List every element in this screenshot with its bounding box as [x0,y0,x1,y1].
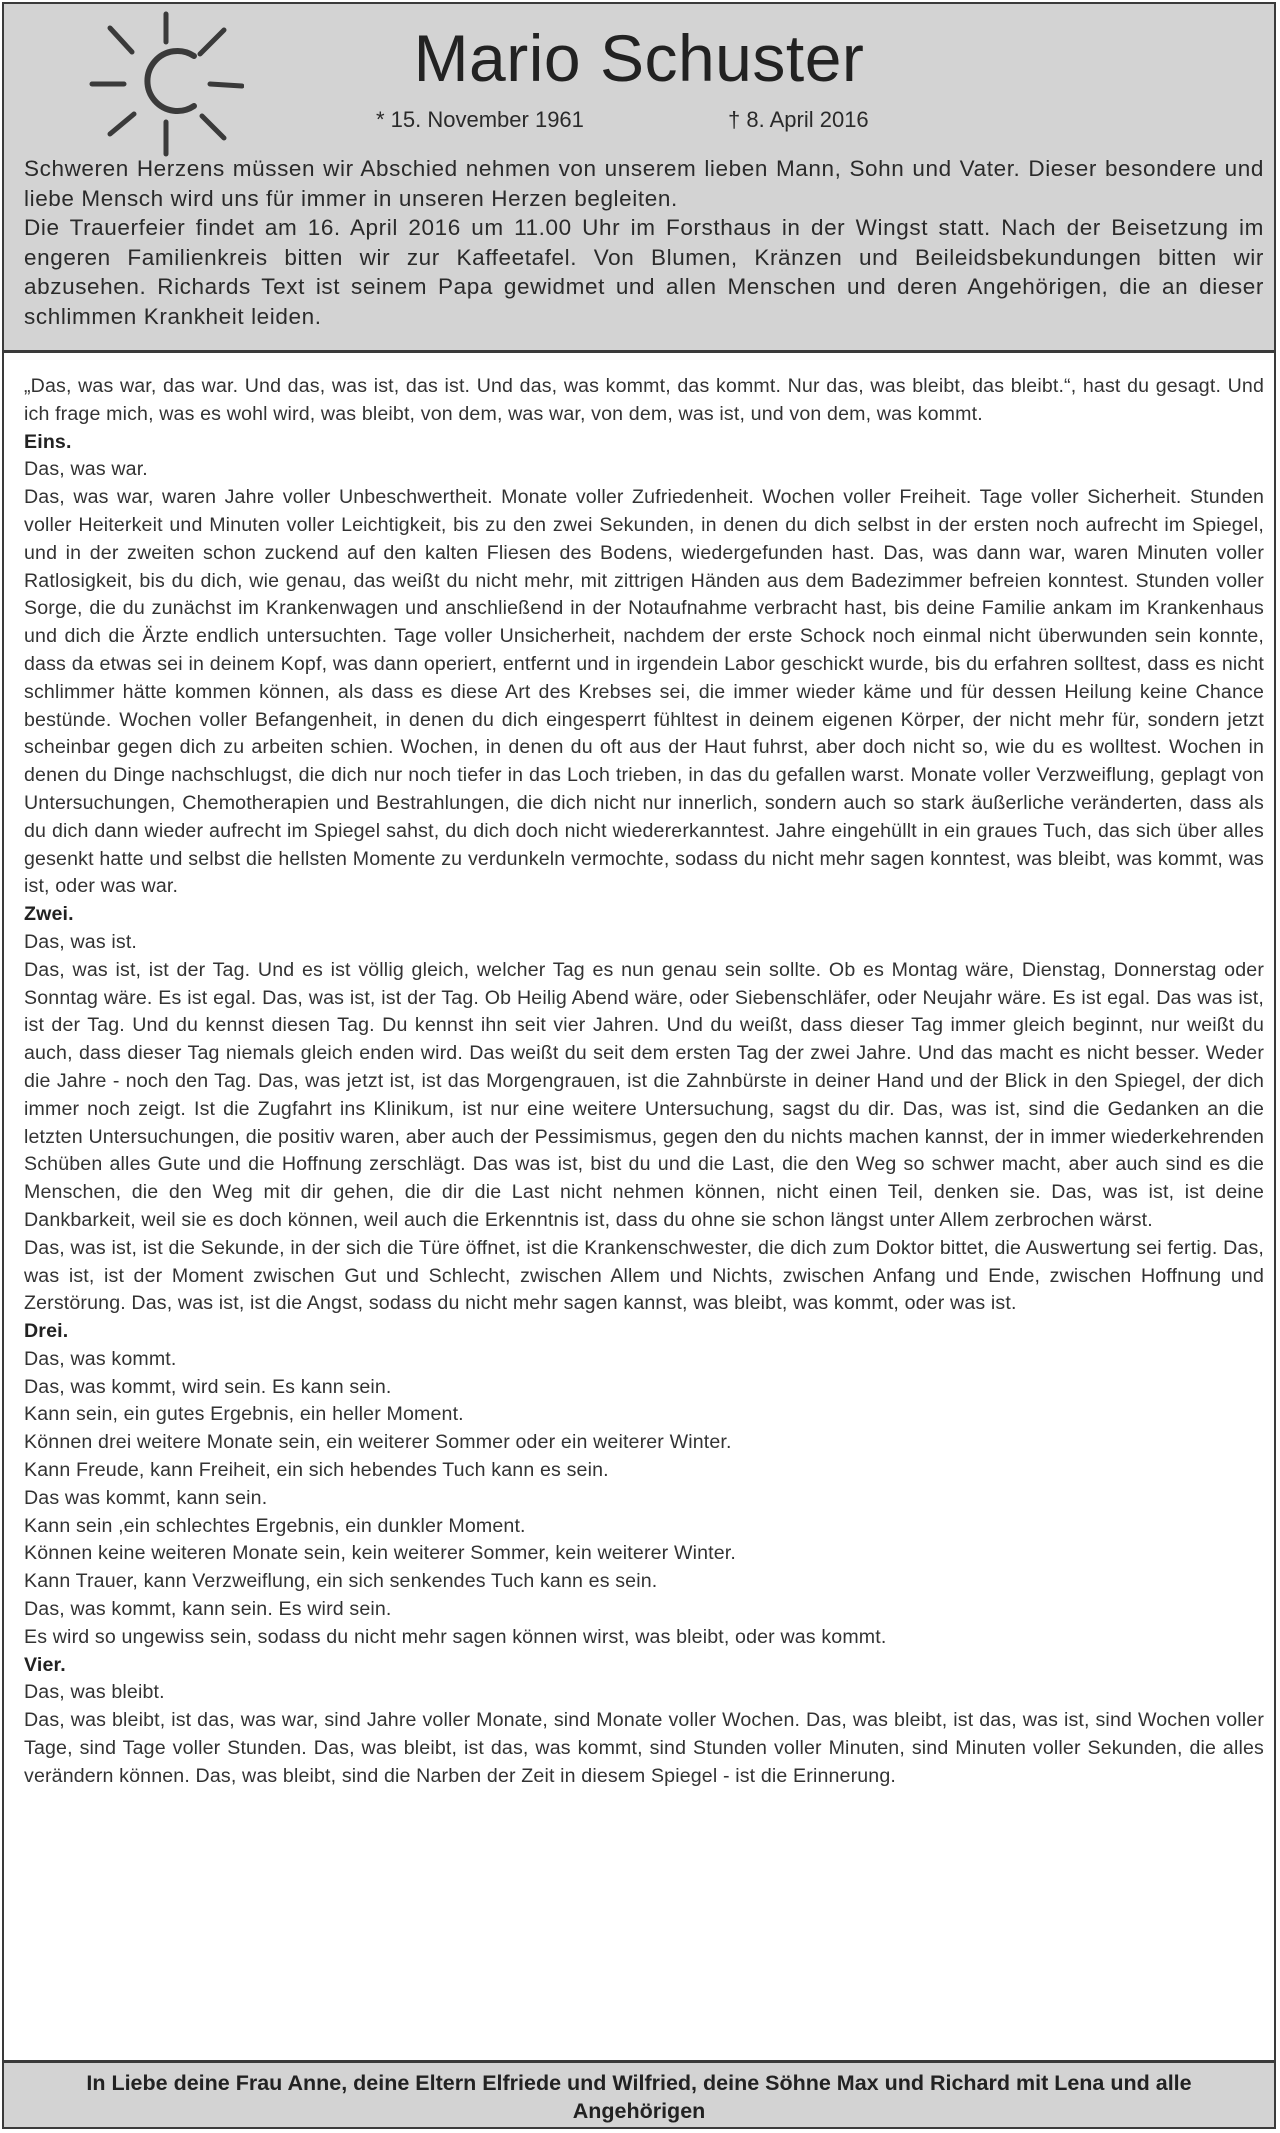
section-subtitle: Das, was war. [24,458,148,481]
family-signature: In Liebe deine Frau Anne, deine Eltern Elfriede und Wilfried, deine Söhne Max und Richard mit Lena und alle Angehörigen [4,2060,1274,2127]
poem-line: Das, was kommt, wird sein. Es kann sein. [24,1375,392,1398]
poem-line: Kann Freude, kann Freiheit, ein sich hebendes Tuch kann es sein. [24,1459,609,1482]
obituary-notice [2,2,1276,2129]
poem-line: Das, was kommt. [24,1347,177,1370]
section-heading: Zwei. [24,903,74,926]
birth-date: * 15. November 1961 [376,107,584,132]
poem-line: Es wird so ungewiss sein, sodass du nicht mehr sagen können wirst, was bleibt, oder was kommt. [24,1625,887,1648]
announcement-text [24,154,1264,331]
death-date: † 8. April 2016 [728,107,869,132]
section-paragraph: Das, was war, waren Jahre voller Unbeschwertheit. Monate voller Zufriedenheit. Wochen voller Freiheit. Tage voller Sicherheit. Stunden voller Heiterkeit und Minuten voller Leichtigkeit, bis zu den zwei Sekunden, in denen du dich selbst in der ersten noch aufrecht im Spiegel, und in der zweiten schon zuckend auf den kalten Fliesen des Bodens, wiedergefunden hast. Das, was dann war, waren Minuten voller Ratlosigkeit, bis du dich, wie genau, das weißt du nicht mehr, mit zittrigen Händen aus dem Badezimmer befreien konntest. Stunden voller Sorge, die du zunächst im Krankenwagen und anschließend in der Notaufnahme verbracht hast, bis deine Familie ankam im Krankenhaus und dich die Ärzte endlich untersuchten. Tage voller Unsicherheit, nachdem der erste Schock noch einmal nicht überwunden sein konnte, dass da etwas sei in deinem Kopf, was dann operiert, entfernt und in irgendein Labor geschickt wurde, bis du erfahren solltest, dass es nicht schlimmer hätte kommen können, als dass es diese Art des Krebses sei, die immer wieder käme und für dessen Heilung keine Chance bestünde. Wochen voller Befangenheit, in denen du dich eingesperrt fühltest in deinem eigenen Körper, der nicht mehr für, sondern jetzt scheinbar gegen dich zu arbeiten schien. Wochen, in denen du oft aus der Haut fuhrst, aber doch nicht so, wie du es wolltest. Wochen in denen du Dinge nachschlugst, die dich nur noch tiefer in das Loch trieben, in das du gefallen warst. Monate voller Verzweiflung, geplagt von Untersuchungen, Chemotherapien und Bestrahlungen, die dich nicht nur innerlich, sondern auch so stark äußerliche veränderten, dass als du dich dann wieder aufrecht im Spiegel sahst, du dich doch nicht wiedererkanntest. Jahre eingehüllt in ein graues Tuch, das sich über alles gesenkt hatte und selbst die hellsten Momente zu verdunkeln vermochte, sodass du nicht mehr sagen konntest, was bleibt, was kommt, was ist, oder was war. [24,486,1264,898]
section-heading: Drei. [24,1320,69,1343]
poem-line: Kann sein ,ein schlechtes Ergebnis, ein dunkler Moment. [24,1514,526,1537]
section-heading: Eins. [24,430,72,453]
life-dates [4,107,1274,137]
section-subtitle: Das, was bleibt. [24,1681,165,1704]
section-subtitle: Das, was ist. [24,930,138,953]
section-paragraph: Das, was bleibt, ist das, was war, sind Jahre voller Monate, sind Monate voller Wochen. Das, was bleibt, ist das, was ist, sind Wochen voller Tage, sind Tage voller Stunden. Das, was bleibt, ist das, was kommt, sind Stunden voller Minuten, sind Minuten voller Sekunden, die alles verändern können. Das, was bleibt, sind die Narben der Zeit in diesem Spiegel - ist die Erinnerung. [24,1709,1264,1787]
poem-line: Kann sein, ein gutes Ergebnis, ein heller Moment. [24,1403,464,1426]
section-heading: Vier. [24,1653,66,1676]
section-paragraph: Das, was ist, ist der Tag. Und es ist völlig gleich, welcher Tag es nun genau sein sollte. Ob es Montag wäre, Dienstag, Donnerstag oder Sonntag wäre. Es ist egal. Das, was ist, ist der Tag. Ob Heilig Abend wäre, oder Siebenschläfer, oder Neujahr wäre. Es ist egal. Das was ist, ist der Tag. Und du kennst diesen Tag. Du kennst ihn seit vier Jahren. Und du weißt, dass dieser Tag immer gleich beginnt, nur weißt du auch, dass dieser Tag niemals gleich enden wird. Das weißt du seit dem ersten Tag der zwei Jahre. Und das macht es nicht besser. Weder die Jahre - noch den Tag. Das, was jetzt ist, ist das Morgengrauen, ist die Zahnbürste in deiner Hand und der Blick in den Spiegel, der dich immer noch zeigt. Ist die Zugfahrt ins Klinikum, ist nur eine weitere Untersuchung, sagst du dir. Das, was ist, sind die Gedanken an die letzten Untersuchungen, die positiv waren, aber auch der Pessimismus, gegen den du nichts machen kannst, der in immer wiederkehrenden Schüben alles Gute und die Hoffnung zerschlägt. Das was ist, bist du und die Last, die den Weg so schwer macht, aber auch sind es die Menschen, die den Weg mit dir gehen, die dir die Last nicht nehmen können, nicht einen Teil, denken sie. Das, was ist, ist deine Dankbarkeit, weil sie es doch können, weil auch die Erkenntnis ist, dass du ohne sie schon längst unter Allem zerbrochen wärst. [24,958,1264,1231]
poem-line: Das, was kommt, kann sein. Es wird sein. [24,1598,392,1621]
notice-header [4,4,1274,353]
poem-line: Können drei weitere Monate sein, ein weiterer Sommer oder ein weiterer Winter. [24,1431,732,1454]
announcement-paragraph: Die Trauerfeier findet am 16. April 2016 um 11.00 Uhr im Forsthaus in der Wingst statt. Nach der Beisetzung im engeren Familienkreis bitten wir zur Kaffeetafel. Von Blumen, Kränzen und Beileidsbekundungen bitten wir abzusehen. Richards Text ist seinem Papa gewidmet und allen Menschen und deren Angehörigen, die an dieser schlimmen Krankheit leiden. [24,215,1264,329]
opening-quote: „Das, was war, das war. Und das, was ist, das ist. Und das, was kommt, das kommt. Nur das, was bleibt, das bleibt.“, hast du gesagt. Und ich frage mich, was es wohl wird, was bleibt, von dem, was war, von dem, was ist, und von dem, was kommt. [24,375,1264,425]
memorial-text [24,373,1264,1791]
poem-line: Kann Trauer, kann Verzweiflung, ein sich senkendes Tuch kann es sein. [24,1570,658,1593]
poem-line: Können keine weiteren Monate sein, kein weiterer Sommer, kein weiterer Winter. [24,1542,736,1565]
section-paragraph: Das, was ist, ist die Sekunde, in der sich die Türe öffnet, ist die Krankenschwester, die dich zum Doktor bittet, die Auswertung sei fertig. Das, was ist, ist der Moment zwischen Gut und Schlecht, zwischen Allem und Nichts, zwischen Anfang und Ende, zwischen Hoffnung und Zerstörung. Das, was ist, ist die Angst, sodass du nicht mehr sagen kannst, was bleibt, was kommt, oder was ist. [24,1236,1264,1315]
announcement-paragraph: Schweren Herzens müssen wir Abschied nehmen von unserem lieben Mann, Sohn und Vater. Dieser besondere und liebe Mensch wird uns für immer in unseren Herzen begleiten. [24,156,1264,211]
deceased-name: Mario Schuster [413,21,865,95]
poem-line: Das was kommt, kann sein. [24,1486,268,1509]
